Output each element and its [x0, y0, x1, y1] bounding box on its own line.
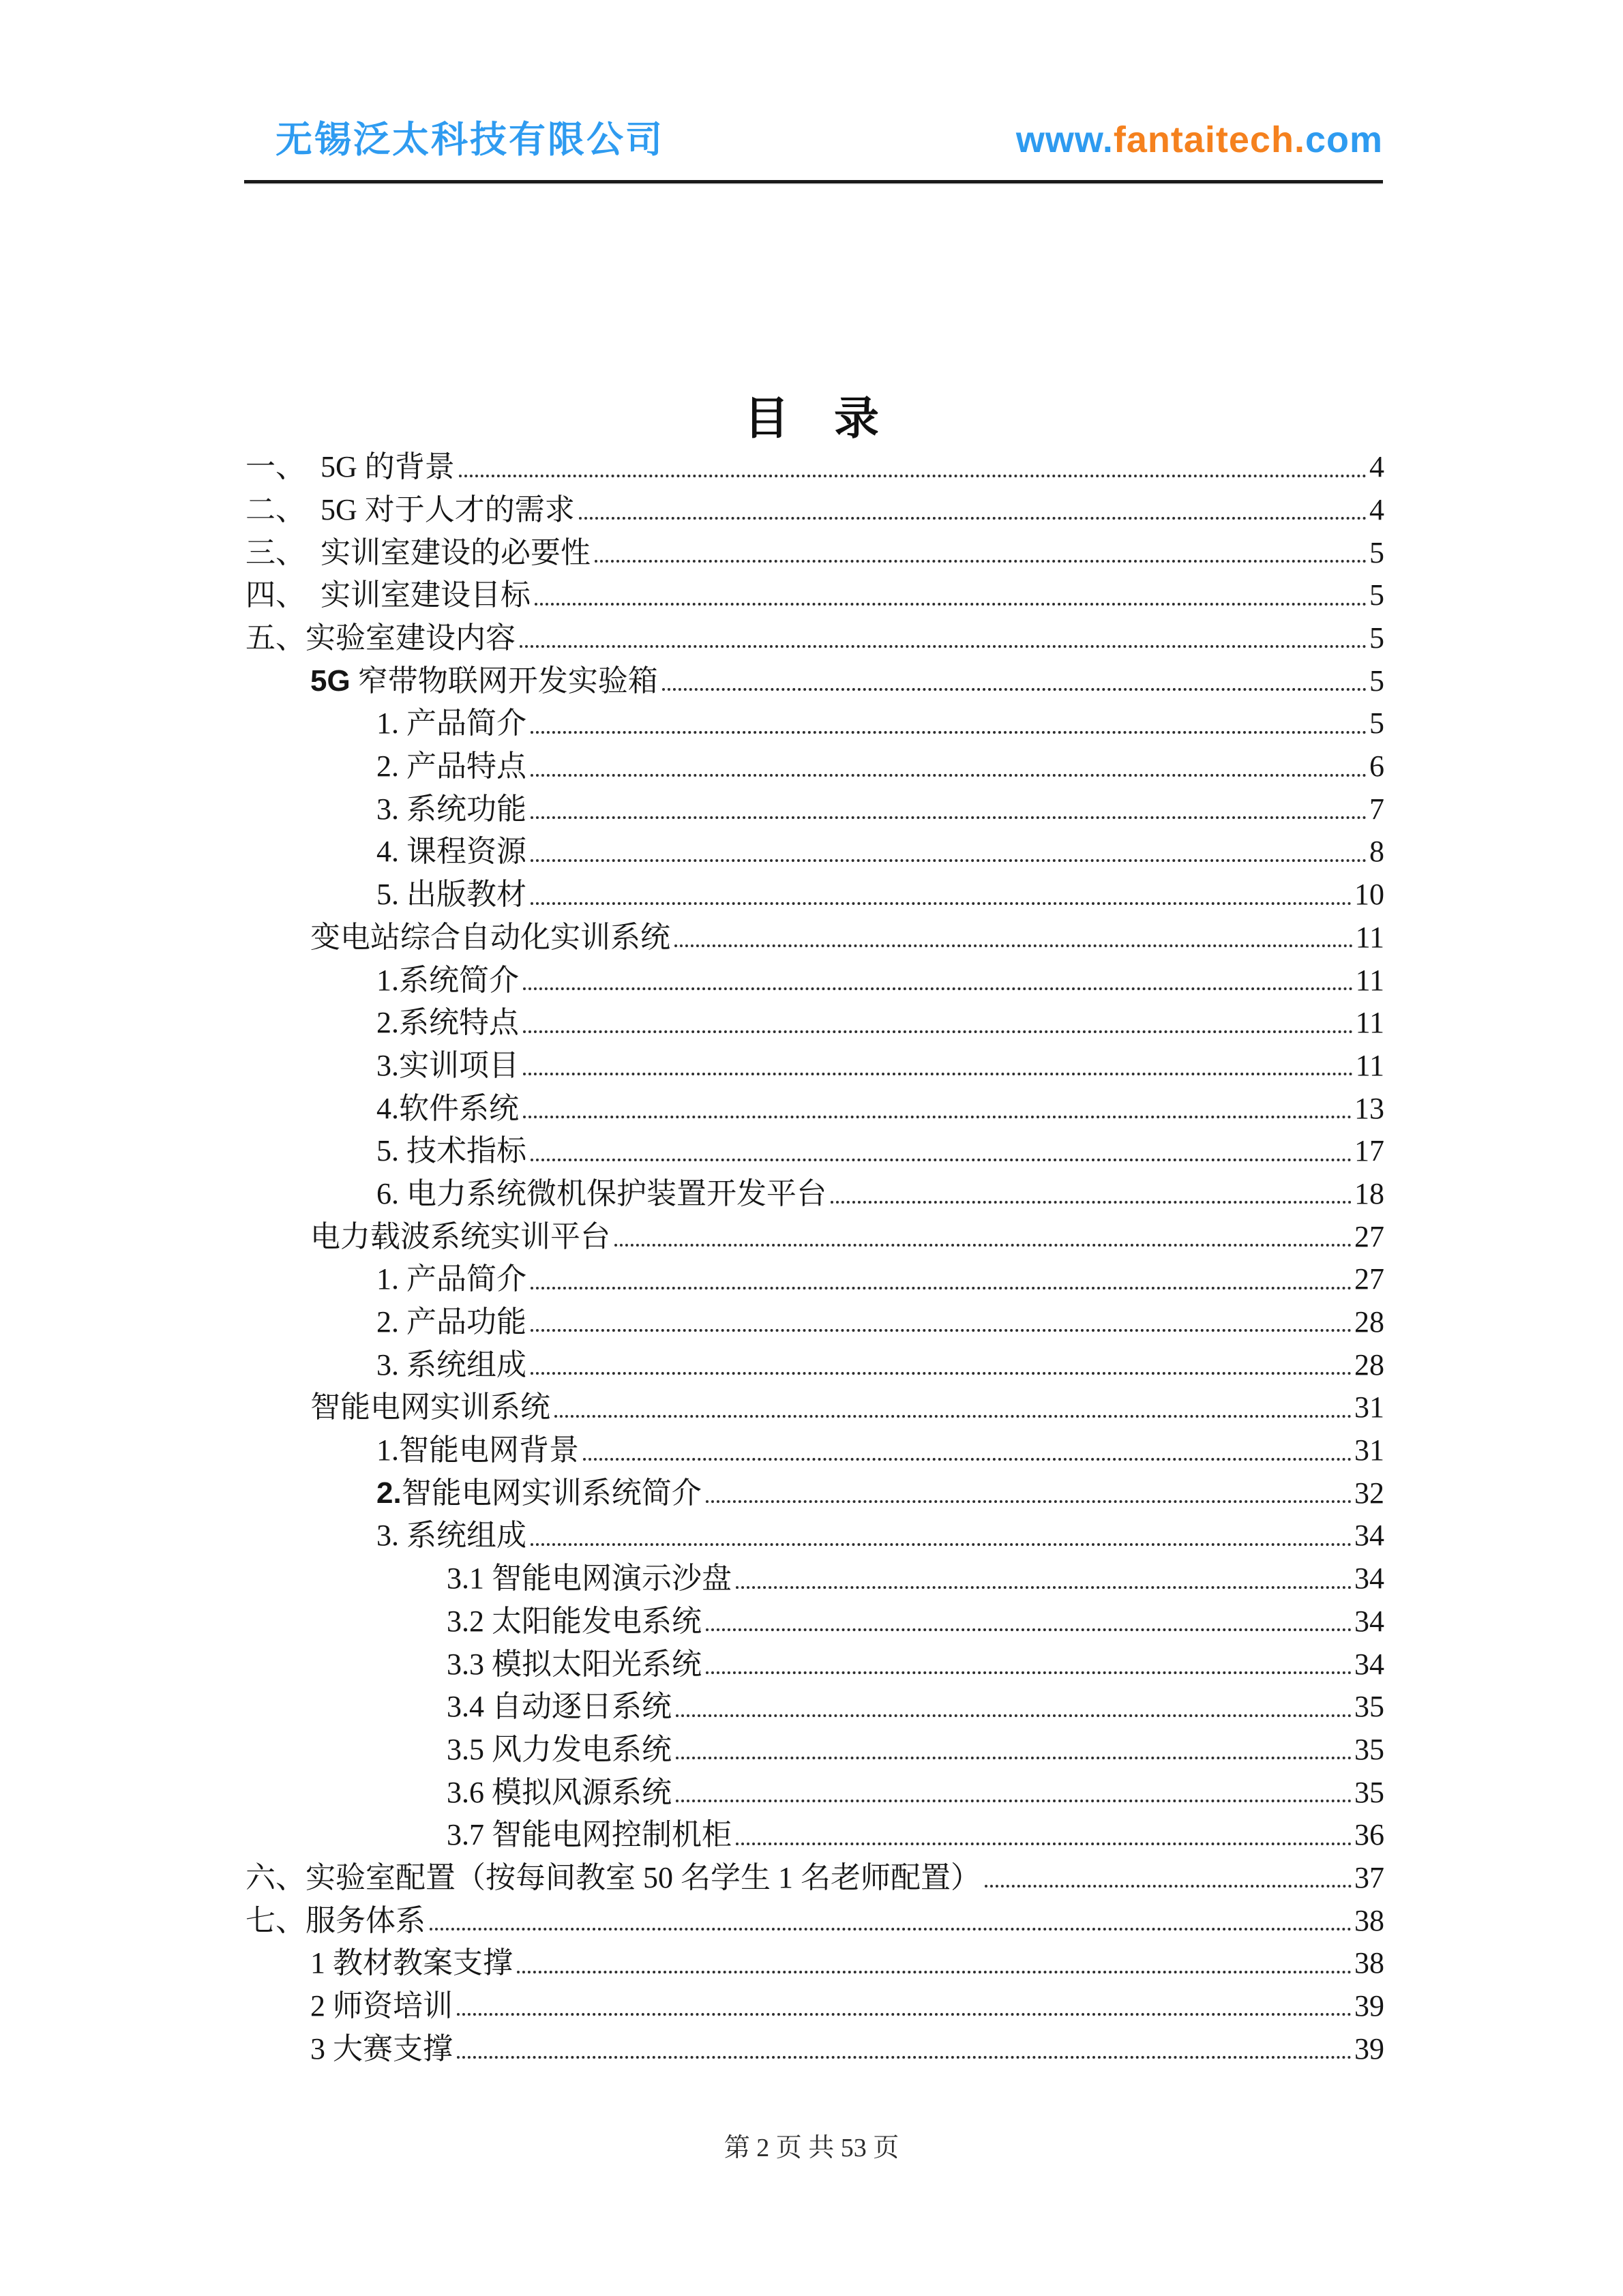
toc-entry-page: 5 — [1369, 578, 1384, 612]
page-footer: 第 2 页 共 53 页 — [724, 2134, 899, 2162]
dot-leader — [531, 1329, 1352, 1332]
toc-entry-label: 四、 实训室建设目标 — [245, 578, 531, 612]
toc-entry — [245, 1259, 1384, 1302]
toc-entry-page: 11 — [1355, 920, 1384, 954]
toc-entry — [245, 1515, 1384, 1558]
toc-entry-label: 2. 产品特点 — [376, 749, 526, 784]
dot-leader — [579, 517, 1367, 520]
toc-entry — [245, 1174, 1384, 1217]
toc-entry — [245, 1900, 1384, 1943]
toc-entry-page: 34 — [1354, 1562, 1384, 1596]
toc-entry-page: 32 — [1354, 1476, 1384, 1510]
toc-entry-page: 7 — [1369, 792, 1384, 826]
toc-entry-label: 2 师资培训 — [310, 1989, 453, 2023]
dot-leader — [676, 1757, 1352, 1759]
toc-entry — [245, 1344, 1384, 1387]
dot-leader — [614, 1244, 1352, 1247]
toc-entry — [245, 1387, 1384, 1430]
dot-leader — [457, 2013, 1352, 2016]
toc-entry — [245, 532, 1384, 575]
dot-leader — [523, 1073, 1353, 1075]
toc-entry — [245, 1002, 1384, 1045]
dot-leader — [676, 1800, 1352, 1802]
toc-entry — [245, 703, 1384, 746]
toc-entry — [245, 1558, 1384, 1601]
toc-entry-label: 3.实训项目 — [376, 1048, 519, 1082]
toc-entry — [245, 1131, 1384, 1174]
dot-leader — [595, 560, 1367, 563]
toc-entry — [245, 1772, 1384, 1815]
website-tld: com — [1305, 119, 1383, 160]
toc-entry-label: 3.7 智能电网控制机柜 — [447, 1818, 732, 1852]
toc-entry — [245, 1943, 1384, 1986]
dot-leader — [517, 1971, 1352, 1973]
toc-entry-page: 8 — [1369, 835, 1384, 869]
dot-leader — [531, 859, 1367, 862]
toc-entry-page: 35 — [1354, 1775, 1384, 1809]
toc-entry-page: 11 — [1355, 963, 1384, 997]
toc-entry-page: 34 — [1354, 1519, 1384, 1553]
toc-list — [245, 447, 1384, 2071]
website-www: www. — [1015, 119, 1114, 160]
dot-leader — [554, 1415, 1352, 1418]
toc-entry-page: 11 — [1355, 1048, 1384, 1082]
toc-entry-label: 3. 系统功能 — [376, 792, 526, 826]
dot-leader — [531, 816, 1367, 819]
toc-entry-label: 3.1 智能电网演示沙盘 — [447, 1562, 732, 1596]
dot-leader — [457, 2056, 1352, 2059]
dot-leader — [531, 902, 1352, 905]
toc-entry-page: 28 — [1354, 1347, 1384, 1382]
toc-entry — [245, 959, 1384, 1002]
toc-entry-label: 5. 出版教材 — [376, 878, 526, 912]
toc-entry — [245, 1858, 1384, 1900]
toc-entry-label: 3.5 风力发电系统 — [447, 1732, 672, 1766]
toc-entry-page: 4 — [1369, 492, 1384, 526]
company-name: 无锡泛太科技有限公司 — [276, 119, 664, 160]
toc-entry — [245, 1686, 1384, 1729]
toc-entry-page: 34 — [1354, 1647, 1384, 1681]
toc-entry — [245, 1986, 1384, 2029]
toc-entry-page: 10 — [1354, 878, 1384, 912]
toc-entry-page: 35 — [1354, 1690, 1384, 1724]
toc-entry-page: 39 — [1354, 1989, 1384, 2023]
toc-entry-label: 5. 技术指标 — [376, 1134, 526, 1168]
toc-entry — [245, 1045, 1384, 1088]
toc-entry-page: 38 — [1354, 1946, 1384, 1980]
toc-entry-label: 一、 5G 的背景 — [245, 450, 455, 484]
toc-entry — [245, 1643, 1384, 1686]
toc-entry-label-prefix: 2. — [376, 1476, 402, 1510]
toc-entry — [245, 1216, 1384, 1259]
page-header — [244, 120, 1383, 160]
dot-leader — [523, 1030, 1353, 1033]
toc-entry-label: 变电站综合自动化实训系统 — [310, 920, 670, 954]
dot-leader — [531, 1543, 1352, 1546]
toc-entry-page: 17 — [1354, 1134, 1384, 1168]
toc-entry-page: 6 — [1369, 749, 1384, 784]
dot-leader — [706, 1500, 1352, 1503]
dot-leader — [674, 944, 1353, 947]
toc-entry — [245, 2028, 1384, 2071]
page-title: 目 录 — [744, 394, 879, 444]
dot-leader — [535, 603, 1367, 606]
toc-entry-label: 4. 课程资源 — [376, 835, 526, 869]
toc-entry-label: 五、实验室建设内容 — [245, 621, 516, 655]
toc-entry-label: 1.系统简介 — [376, 963, 519, 997]
toc-entry-page: 39 — [1354, 2031, 1384, 2066]
dot-leader — [736, 1843, 1352, 1845]
toc-entry-page: 37 — [1354, 1860, 1384, 1894]
toc-entry-label: 3.2 太阳能发电系统 — [447, 1604, 702, 1638]
toc-entry-label: 1.智能电网背景 — [376, 1433, 579, 1467]
toc-entry-page: 5 — [1369, 706, 1384, 741]
toc-entry-label: 三、 实训室建设的必要性 — [245, 535, 591, 569]
dot-leader — [520, 645, 1367, 648]
dot-leader — [531, 1287, 1352, 1289]
toc-entry — [245, 490, 1384, 533]
toc-entry — [245, 1815, 1384, 1858]
toc-entry-label: 3.6 模拟风源系统 — [447, 1775, 672, 1809]
toc-entry-page: 35 — [1354, 1732, 1384, 1766]
toc-entry-page: 13 — [1354, 1091, 1384, 1125]
toc-entry-page: 4 — [1369, 450, 1384, 484]
dot-leader — [583, 1458, 1352, 1461]
dot-leader — [531, 1372, 1352, 1375]
toc-entry — [245, 789, 1384, 832]
toc-entry-label: 智能电网实训系统 — [310, 1390, 550, 1425]
toc-entry-label: 二、 5G 对于人才的需求 — [245, 492, 575, 526]
toc-entry — [245, 1729, 1384, 1772]
toc-entry-label: 七、服务体系 — [245, 1903, 426, 1937]
dot-leader — [523, 1116, 1352, 1118]
website-domain: fantaitech. — [1113, 119, 1305, 160]
toc-entry-label: 6. 电力系统微机保护装置开发平台 — [376, 1176, 827, 1210]
toc-entry — [245, 831, 1384, 874]
toc-entry-label: 3. 系统组成 — [376, 1519, 526, 1553]
toc-entry-label: 4.软件系统 — [376, 1091, 519, 1125]
toc-entry-page: 28 — [1354, 1305, 1384, 1339]
toc-entry-page: 5 — [1369, 621, 1384, 655]
toc-entry-page: 31 — [1354, 1433, 1384, 1467]
toc-entry — [245, 575, 1384, 618]
toc-entry-page: 34 — [1354, 1604, 1384, 1638]
dot-leader — [985, 1885, 1352, 1888]
toc-entry-label: 3.4 自动逐日系统 — [447, 1690, 672, 1724]
toc-entry-label: 六、实验室配置（按每间教室 50 名学生 1 名老师配置） — [245, 1860, 981, 1894]
toc-entry-page: 11 — [1355, 1006, 1384, 1040]
dot-leader — [831, 1201, 1352, 1204]
toc-entry-label: 3.3 模拟太阳光系统 — [447, 1647, 702, 1681]
toc-entry-label: 5G 窄带物联网开发实验箱 — [310, 664, 658, 698]
header-divider — [244, 180, 1383, 185]
toc-entry-page: 38 — [1354, 1903, 1384, 1937]
toc-entry — [245, 1430, 1384, 1473]
toc-entry-label: 2.智能电网实训系统简介 — [376, 1476, 702, 1510]
toc-entry-label: 1. 产品简介 — [376, 706, 526, 741]
toc-entry — [245, 746, 1384, 789]
toc-entry-label: 2.系统特点 — [376, 1006, 519, 1040]
dot-leader — [736, 1586, 1352, 1589]
website-link[interactable] — [1016, 120, 1383, 160]
dot-leader — [531, 774, 1367, 777]
dot-leader — [430, 1928, 1352, 1930]
dot-leader — [459, 475, 1367, 477]
toc-entry — [245, 1601, 1384, 1644]
toc-entry — [245, 1302, 1384, 1345]
toc-entry-page: 31 — [1354, 1390, 1384, 1425]
toc-entry-label: 1. 产品简介 — [376, 1262, 526, 1296]
toc-entry — [245, 1088, 1384, 1131]
dot-leader — [706, 1671, 1352, 1674]
toc-entry — [245, 874, 1384, 917]
toc-entry-page: 5 — [1369, 535, 1384, 569]
toc-entry — [245, 660, 1384, 703]
toc-entry-page: 27 — [1354, 1262, 1384, 1296]
toc-entry-page: 5 — [1369, 664, 1384, 698]
toc-entry-page: 18 — [1354, 1176, 1384, 1210]
dot-leader — [523, 987, 1353, 990]
dot-leader — [706, 1628, 1352, 1631]
toc-entry — [245, 917, 1384, 960]
toc-entry-label-prefix: 5G — [310, 664, 351, 698]
dot-leader — [531, 731, 1367, 734]
toc-entry — [245, 618, 1384, 661]
dot-leader — [662, 688, 1367, 691]
toc-entry-label: 3 大赛支撑 — [310, 2031, 453, 2066]
toc-entry-page: 27 — [1354, 1219, 1384, 1253]
toc-entry-label: 3. 系统组成 — [376, 1347, 526, 1382]
toc-entry — [245, 1473, 1384, 1516]
toc-entry-label: 2. 产品功能 — [376, 1305, 526, 1339]
toc-entry-label: 电力载波系统实训平台 — [310, 1219, 610, 1253]
dot-leader — [676, 1714, 1352, 1717]
toc-entry-label: 1 教材教案支撑 — [310, 1946, 513, 1980]
dot-leader — [531, 1159, 1352, 1161]
toc-entry — [245, 447, 1384, 490]
toc-entry-page: 36 — [1354, 1818, 1384, 1852]
